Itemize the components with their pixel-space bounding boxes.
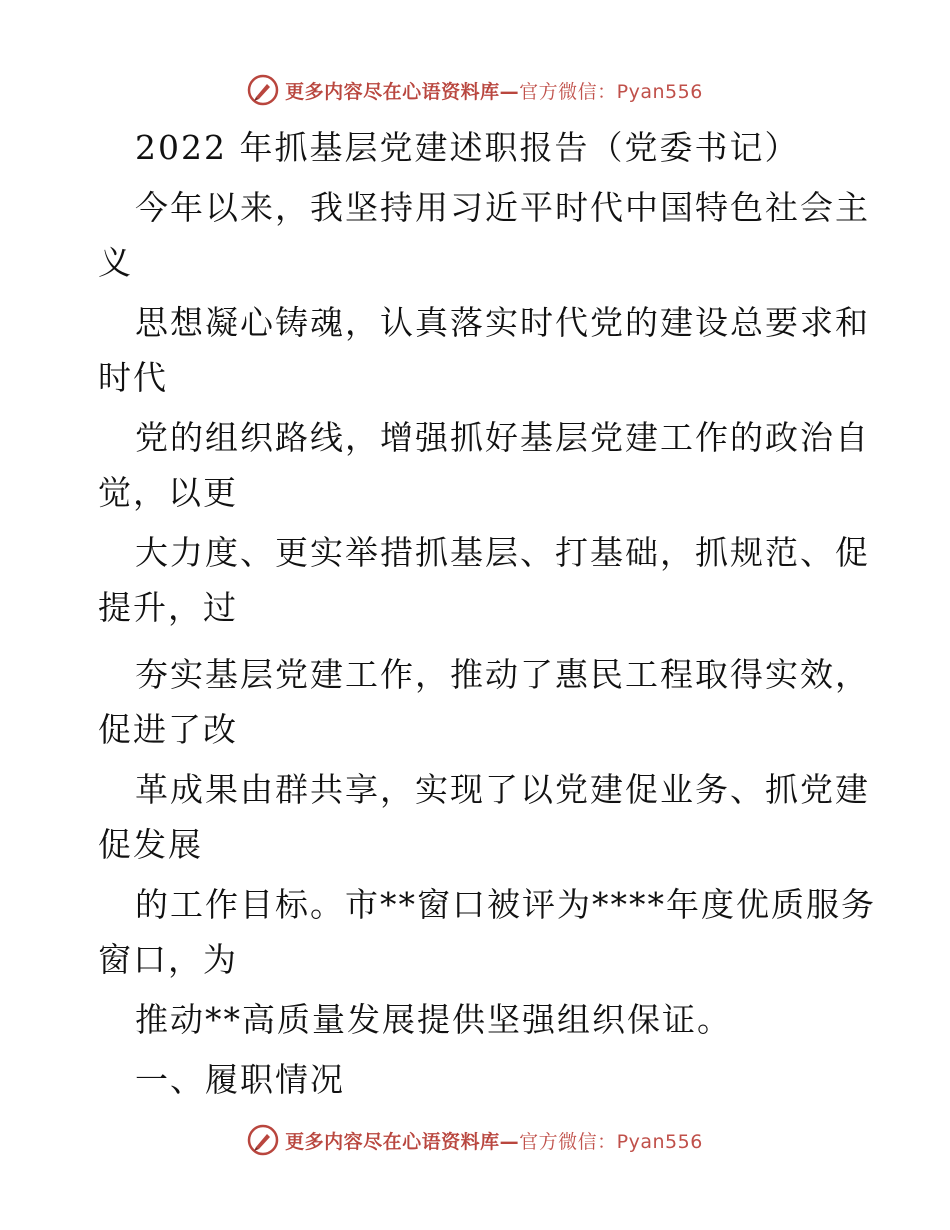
banner-main-text: 更多内容尽在心语资料库 xyxy=(285,1130,500,1153)
banner-wechat-text: 官方微信：Pyan556 xyxy=(519,1130,703,1153)
paragraph-line: 窗口，为 xyxy=(98,940,238,979)
paragraph-line: 义 xyxy=(98,243,133,282)
header-watermark-banner xyxy=(0,70,950,110)
paragraph-line: 的工作目标。市**窗口被评为****年度优质服务 xyxy=(135,885,876,924)
paragraph-line: 今年以来，我坚持用习近平时代中国特色社会主 xyxy=(135,188,870,227)
paragraph-line: 大力度、更实举措抓基层、打基础，抓规范、促 xyxy=(135,533,870,572)
paragraph-line: 夯实基层党建工作，推动了惠民工程取得实效， xyxy=(135,655,870,694)
paragraph-line: 觉，以更 xyxy=(98,473,238,512)
banner-dash: — xyxy=(499,1130,520,1153)
section-heading: 一、履职情况 xyxy=(135,1060,345,1099)
paragraph-line: 党的组织路线，增强抓好基层党建工作的政治自 xyxy=(135,418,870,457)
footer-watermark-banner xyxy=(0,1120,950,1160)
paragraph-line: 思想凝心铸魂，认真落实时代党的建设总要求和 xyxy=(135,303,870,342)
pen-logo-icon xyxy=(247,74,279,106)
paragraph-line: 革成果由群共享，实现了以党建促业务、抓党建 xyxy=(135,770,870,809)
paragraph-line: 促进了改 xyxy=(98,710,238,749)
paragraph-line: 促发展 xyxy=(98,825,203,864)
banner-text xyxy=(285,1127,703,1154)
pen-logo-icon xyxy=(247,1124,279,1156)
paragraph-line: 推动**高质量发展提供坚强组织保证。 xyxy=(135,1000,732,1039)
paragraph-line: 提升，过 xyxy=(98,588,238,627)
paragraph-line: 时代 xyxy=(98,358,168,397)
document-title: 2022 年抓基层党建述职报告（党委书记） xyxy=(135,128,800,167)
banner-main-text: 更多内容尽在心语资料库 xyxy=(285,80,500,103)
banner-dash: — xyxy=(499,80,520,103)
banner-wechat-text: 官方微信：Pyan556 xyxy=(519,80,703,103)
banner-text xyxy=(285,77,703,104)
